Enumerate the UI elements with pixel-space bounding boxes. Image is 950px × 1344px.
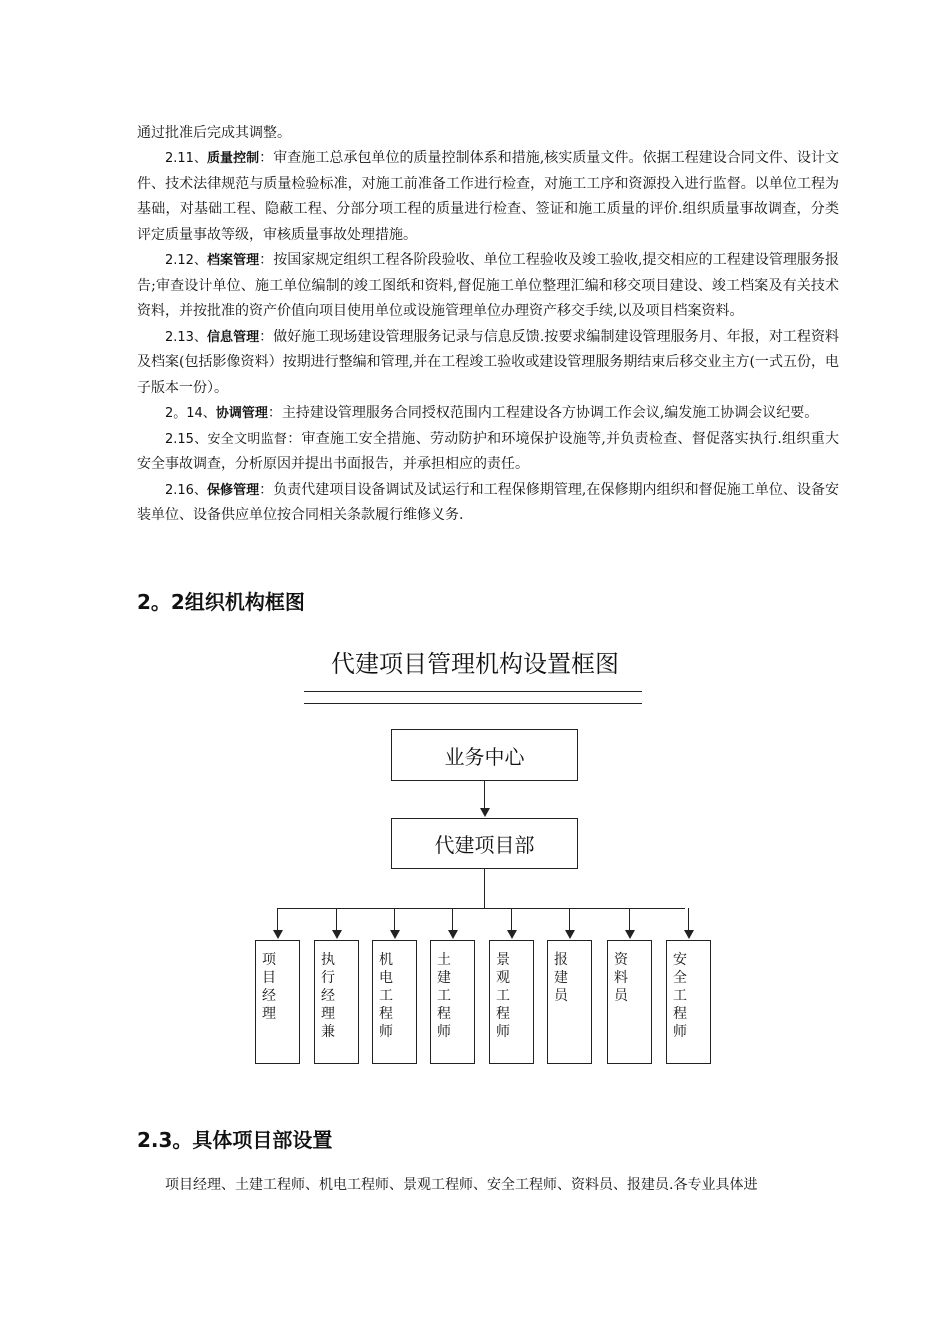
project-dept-box: 代建项目部 [391,818,578,869]
para-number: 2。14、 [165,406,216,421]
paragraph-2-12 [137,248,839,325]
para-label: 协调管理 [215,406,268,421]
arrow-down-icon [565,930,575,939]
connector-line [511,908,512,930]
para-body: ：主持建设管理服务合同授权范围内工程建设各方协调工作会议,编发施工协调会议纪要。 [267,405,819,421]
business-center-box: 业务中心 [391,729,578,781]
role-label: 机电工程师 [379,952,393,1040]
connector-line [277,908,278,930]
para-label: 安全文明监督 [207,431,288,447]
section-heading-2-3: 2.3。具体项目部设置 [137,1128,333,1152]
connector-line [484,869,485,909]
para-label: 质量控制 [207,151,260,166]
connector-line [484,781,485,809]
paragraph-2-14 [137,401,839,427]
arrow-down-icon [273,930,283,939]
para-body: ：审查施工安全措施、劳动防护和环境保护设施等,并负责检查、督促落实执行.组织重大安全事故调查，分析原因并提出书面报告，并承担相应的责任。 [137,430,839,472]
title-rule-top [304,691,642,692]
role-box [666,940,711,1064]
last-line: 项目经理、土建工程师、机电工程师、景观工程师、安全工程师、资料员、报建员.各专业具体进 [165,1177,758,1193]
para-body: ：按国家规定组织工程各阶段验收、单位工程验收及竣工验收,提交相应的工程建设管理服务报告;审查设计单位、施工单位编制的竣工图纸和资料,督促施工单位整理汇编和移交项目建设、竣工档案及有关技术资料，并按批准的资产价值向项目使用单位或设施管理单位办理资产移交手续,以及项目档案资料。 [137,252,839,319]
arrow-down-icon [390,930,400,939]
role-box [314,940,359,1064]
paragraph-2-15 [137,427,839,478]
para-body: ：负责代建项目设备调试及试运行和工程保修期管理,在保修期内组织和督促施工单位、设备安装单位、设备供应单位按合同相关条款履行维修义务. [137,481,839,523]
role-box [372,940,417,1064]
role-label: 项目经理 [262,952,276,1022]
para-label: 信息管理 [207,329,260,345]
role-box [489,940,534,1064]
arrow-down-icon [684,930,694,939]
intro-line: 通过批准后完成其调整。 [137,125,291,141]
para-body: ：审查施工总承包单位的质量控制体系和措施,核实质量文件。依据工程建设合同文件、设计文件、技术法律规范与质量检验标准，对施工前准备工作进行检查，对施工工序和资源投入进行监督。以单位工程为基础，对基础工程、隐蔽工程、分部分项工程的质量进行检查、签证和施工质量的评价.组织质量事故调查，分类评定质量事故等级，审核质量事故处理措施。 [137,150,839,243]
role-label: 执行经理兼 [321,952,335,1040]
para-body: ：做好施工现场建设管理服务记录与信息反馈.按要求编制建设管理服务月、年报，对工程资料及档案(包括影像资料）按期进行整编和管理,并在工程竣工验收或建设管理服务期结束后移交业主方(一式五份，电子版本一份）。 [137,328,839,396]
role-box [547,940,592,1064]
para-number: 2.13、 [165,329,208,345]
connector-line [629,908,630,930]
section-heading-2-2: 2。2组织机构框图 [137,590,305,614]
role-box [430,940,475,1064]
role-label: 土建工程师 [437,952,451,1040]
para-number: 2.11、 [165,151,208,166]
connector-line [452,908,453,930]
role-label: 安全工程师 [673,952,687,1040]
branch-line [277,908,685,909]
connector-line [688,908,689,930]
para-number: 2.16、 [165,482,208,498]
connector-line [394,908,395,930]
connector-line [336,908,337,930]
arrow-down-icon [332,930,342,939]
role-label: 报建员 [554,952,568,1004]
para-label: 保修管理 [207,482,260,498]
paragraph-list [137,146,839,529]
role-box [255,940,300,1064]
paragraph-2-13 [137,325,839,402]
role-label: 资料员 [614,952,628,1004]
arrow-down-icon [480,808,490,817]
paragraph-2-16 [137,478,839,529]
role-label: 景观工程师 [496,952,510,1040]
para-number: 2.15、 [165,431,208,447]
para-number: 2.12、 [165,253,208,268]
paragraph-2-11 [137,146,839,248]
para-label: 档案管理 [207,253,260,268]
chart-title: 代建项目管理机构设置框图 [331,650,619,678]
role-box [607,940,652,1064]
arrow-down-icon [448,930,458,939]
arrow-down-icon [625,930,635,939]
title-rule-bottom [304,703,642,704]
arrow-down-icon [507,930,517,939]
connector-line [569,908,570,930]
